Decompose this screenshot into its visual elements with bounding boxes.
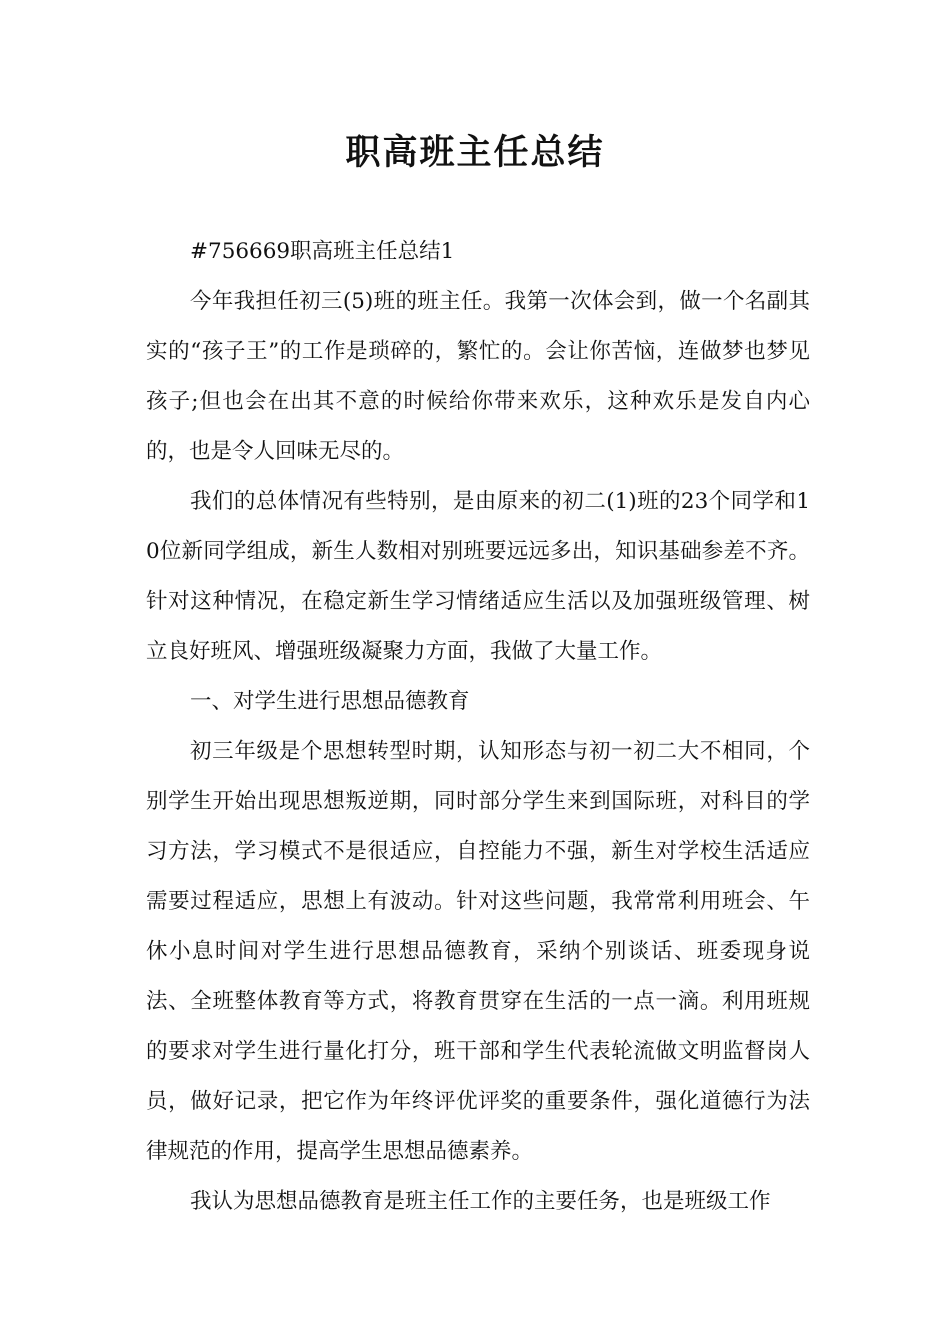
paragraph-class-situation: 我们的总体情况有些特别，是由原来的初二(1)班的23个同学和10位新同学组成，新生人数相对别班要远远多出，知识基础参差不齐。针对这种情况，在稳定新生学习情绪适应生活以及加强班级管理、树立良好班风、增强班级凝聚力方面，我做了大量工作。	[146, 489, 810, 664]
paragraph-intro: 今年我担任初三(5)班的班主任。我第一次体会到，做一个名副其实的“孩子王”的工作是琐碎的，繁忙的。会让你苦恼，连做梦也梦见孩子;但也会在出其不意的时候给你带来欢乐，这种欢乐是发自内心的，也是令人回味无尽的。	[146, 289, 810, 464]
document-body	[146, 227, 810, 1227]
heading-line: #756669职高班主任总结1	[190, 239, 455, 264]
paragraph-continuation: 我认为思想品德教育是班主任工作的主要任务，也是班级工作	[190, 1189, 771, 1214]
paragraph-moral-education: 初三年级是个思想转型时期，认知形态与初一初二大不相同，个别学生开始出现思想叛逆期，同时部分学生来到国际班，对科目的学习方法，学习模式不是很适应，自控能力不强，新生对学校生活适应需要过程适应，思想上有波动。针对这些问题，我常常利用班会、午休小息时间对学生进行思想品德教育，采纳个别谈话、班委现身说法、全班整体教育等方式，将教育贯穿在生活的一点一滴。利用班规的要求对学生进行量化打分，班干部和学生代表轮流做文明监督岗人员，做好记录，把它作为年终评优评奖的重要条件，强化道德行为法律规范的作用，提高学生思想品德素养。	[146, 739, 810, 1164]
document-title: 职高班主任总结	[345, 132, 605, 173]
section-heading: 一、对学生进行思想品德教育	[190, 689, 470, 714]
